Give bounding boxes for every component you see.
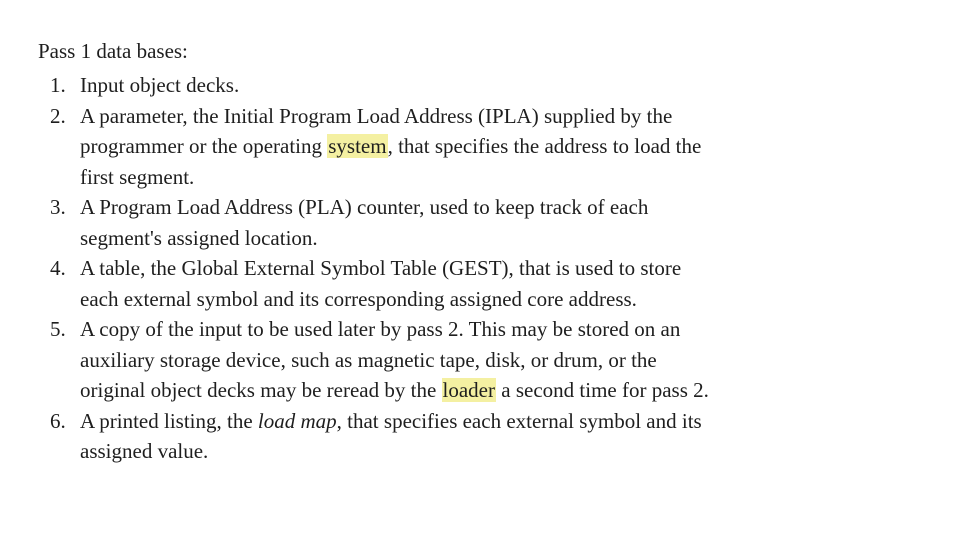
text-span: assigned value. (80, 439, 209, 463)
list-item-6 (40, 406, 860, 467)
item-line (80, 131, 860, 162)
text-span: , that specifies each external symbol and its (336, 408, 702, 433)
item-line (80, 345, 860, 376)
text-span: a second time for pass 2. (496, 378, 709, 402)
text-span: A copy of the input to be used later by pass 2. This may be stored on an (80, 317, 681, 341)
item-line (80, 436, 860, 467)
item-line (80, 162, 860, 193)
item-number: 3. (50, 195, 66, 219)
item-line (80, 101, 860, 132)
item-line (80, 192, 860, 223)
item-line (80, 375, 860, 406)
section-heading: Pass 1 data bases: (38, 39, 188, 63)
text-span: each external symbol and its corresponding assigned core address. (80, 286, 637, 311)
item-number: 6. (50, 408, 66, 433)
text-span: A parameter, the Initial Program Load Address (IPLA) supplied by the (80, 103, 673, 128)
item-line (80, 284, 860, 315)
text-span: A printed listing, the (80, 408, 258, 433)
highlighted-term: system (328, 134, 387, 158)
list-item-1 (40, 70, 860, 101)
item-line (80, 70, 860, 101)
text-span: Input object decks. (80, 73, 240, 97)
item-number: 1. (50, 73, 66, 97)
numbered-list (40, 70, 860, 467)
item-line (80, 314, 860, 345)
list-item-3 (40, 192, 860, 253)
item-line (80, 223, 860, 254)
text-span: A table, the Global External Symbol Table (GEST), that is used to store (80, 256, 682, 280)
text-span: auxiliary storage device, such as magnetic tape, disk, or drum, or the (80, 347, 657, 372)
italic-term: load map (257, 408, 337, 433)
list-item-2 (40, 101, 860, 193)
item-line (80, 253, 860, 284)
item-number: 2. (50, 103, 66, 128)
text-span: original object decks may be reread by the (80, 378, 442, 402)
item-line (80, 406, 860, 437)
text-span: first segment. (80, 164, 195, 189)
text-span: , that specifies the address to load the (387, 134, 702, 158)
text-span: A Program Load Address (PLA) counter, used to keep track of each (80, 195, 649, 219)
text-span: segment's assigned location. (80, 225, 318, 250)
item-number: 4. (50, 256, 66, 280)
list-item-4 (40, 253, 860, 314)
text-span: programmer or the operating (80, 134, 328, 158)
item-number: 5. (50, 317, 66, 341)
highlighted-term: loader (442, 378, 496, 402)
list-item-5 (40, 314, 860, 406)
